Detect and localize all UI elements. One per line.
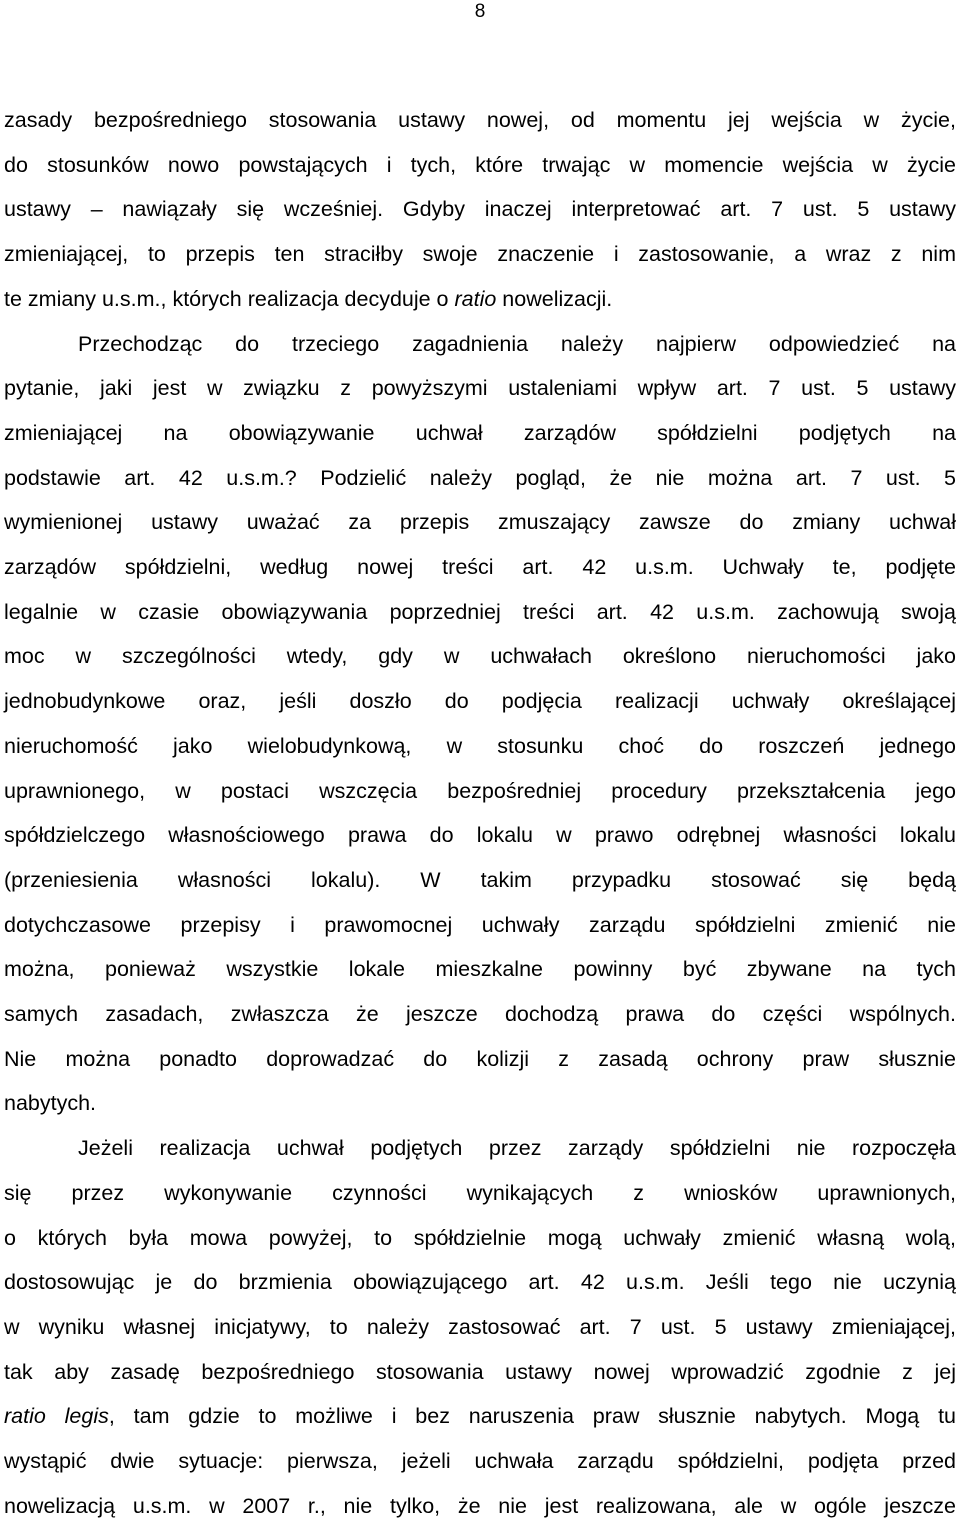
paragraph xyxy=(4,98,956,322)
text-segment: te zmiany u.s.m., których realizacja decyduje o xyxy=(4,286,455,311)
text-line xyxy=(4,903,956,948)
text-segment: dotychczasowe przepisy i prawomocnej uchwały zarządu spółdzielni zmienić nie xyxy=(4,912,956,937)
text-line xyxy=(4,500,956,545)
text-segment: w wyniku własnej inicjatywy, to należy zastosować art. 7 ust. 5 ustawy zmieniającej, xyxy=(4,1314,956,1339)
text-line xyxy=(4,992,956,1037)
text-line xyxy=(4,98,956,143)
text-line xyxy=(4,858,956,903)
text-segment: nabytych. xyxy=(4,1091,97,1116)
text-line xyxy=(4,813,956,858)
text-line xyxy=(4,1081,956,1126)
text-segment: wymienionej ustawy uważać za przepis zmuszający zawsze do zmiany uchwał xyxy=(4,510,956,535)
text-segment: legalnie w czasie obowiązywania poprzedniej treści art. 42 u.s.m. zachowują swoją xyxy=(4,599,956,624)
text-segment: tak aby zasadę bezpośredniego stosowania ustawy nowej wprowadzić zgodnie z jej xyxy=(4,1359,956,1384)
text-segment: do stosunków nowo powstających i tych, które trwając w momencie wejścia w życie xyxy=(4,152,956,177)
text-line xyxy=(4,545,956,590)
text-line xyxy=(4,1260,956,1305)
text-segment: podstawie art. 42 u.s.m.? Podzielić należy pogląd, że nie można art. 7 ust. 5 xyxy=(4,465,956,490)
text-line xyxy=(4,1305,956,1350)
text-segment: Przechodząc do trzeciego zagadnienia należy najpierw odpowiedzieć na xyxy=(78,331,956,356)
text-segment: Nie można ponadto doprowadzać do kolizji z zasadą ochrony praw słusznie xyxy=(4,1046,956,1071)
text-segment: moc w szczególności wtedy, gdy w uchwałach określono nieruchomości jako xyxy=(4,644,956,669)
text-line xyxy=(4,322,956,367)
text-line xyxy=(4,1171,956,1216)
text-segment: spółdzielczego własnościowego prawa do lokalu w prawo odrębnej własności lokalu xyxy=(4,823,956,848)
text-segment: (przeniesienia własności lokalu). W takim przypadku stosować się będą xyxy=(4,867,956,892)
text-line xyxy=(4,366,956,411)
text-segment: się przez wykonywanie czynności wynikających z wniosków uprawnionych, xyxy=(4,1180,956,1205)
text-line xyxy=(4,1216,956,1261)
text-line xyxy=(4,724,956,769)
text-line xyxy=(4,590,956,635)
text-line xyxy=(4,277,956,322)
text-segment: Jeżeli realizacja uchwał podjętych przez zarządy spółdzielni nie rozpoczęła xyxy=(78,1136,956,1161)
text-line xyxy=(4,456,956,501)
text-line xyxy=(4,232,956,277)
text-segment: samych zasadach, zwłaszcza że jeszcze dochodzą prawa do części wspólnych. xyxy=(4,1002,956,1027)
text-line xyxy=(4,411,956,456)
text-line xyxy=(4,1037,956,1082)
text-line xyxy=(4,1394,956,1439)
text-line xyxy=(4,634,956,679)
page-number: 8 xyxy=(474,1,486,22)
text-line xyxy=(4,947,956,992)
text-segment: dostosowując je do brzmienia obowiązującego art. 42 u.s.m. Jeśli tego nie uczynią xyxy=(4,1270,956,1295)
text-segment: pytanie, jaki jest w związku z powyższymi ustaleniami wpływ art. 7 ust. 5 ustawy xyxy=(4,376,956,401)
document-body xyxy=(4,98,956,1529)
text-segment: o których była mowa powyżej, to spółdzielnie mogą uchwały zmienić własną wolą, xyxy=(4,1225,956,1250)
text-segment: nowelizacji. xyxy=(496,286,613,311)
text-segment: uprawnionego, w postaci wszczęcia bezpośredniej procedury przekształcenia jego xyxy=(4,778,956,803)
text-segment: zmieniającej, to przepis ten straciłby swoje znaczenie i zastosowanie, a wraz z nim xyxy=(4,242,956,267)
text-segment: wystąpić dwie sytuacje: pierwsza, jeżeli uchwała zarządu spółdzielni, podjęta przed xyxy=(4,1449,956,1474)
text-line xyxy=(4,1484,956,1529)
italic-term: ratio xyxy=(454,286,497,311)
text-line xyxy=(4,769,956,814)
text-line xyxy=(4,143,956,188)
text-line xyxy=(4,1350,956,1395)
text-segment: nieruchomość jako wielobudynkową, w stosunku choć do roszczeń jednego xyxy=(4,733,956,758)
paragraph xyxy=(4,1126,956,1528)
paragraph xyxy=(4,322,956,1127)
text-segment: , tam gdzie to możliwe i bez naruszenia praw słusznie nabytych. Mogą tu xyxy=(108,1404,956,1429)
text-segment: zasady bezpośredniego stosowania ustawy nowej, od momentu jej wejścia w życie, xyxy=(4,108,956,132)
text-line xyxy=(4,1126,956,1171)
text-line xyxy=(4,1439,956,1484)
text-segment: nowelizacją u.s.m. w 2007 r., nie tylko, że nie jest realizowana, ale w ogóle jeszcze xyxy=(4,1493,956,1518)
text-line xyxy=(4,679,956,724)
text-segment: zmieniającej na obowiązywanie uchwał zarządów spółdzielni podjętych na xyxy=(4,420,956,445)
text-segment: jednobudynkowe oraz, jeśli doszło do podjęcia realizacji uchwały określającej xyxy=(4,689,956,714)
text-segment: zarządów spółdzielni, według nowej treści art. 42 u.s.m. Uchwały te, podjęte xyxy=(4,555,956,580)
text-line xyxy=(4,187,956,232)
text-segment: ustawy – nawiązały się wcześniej. Gdyby inaczej interpretować art. 7 ust. 5 ustawy xyxy=(4,197,956,222)
text-segment: można, ponieważ wszystkie lokale mieszkalne powinny być zbywane na tych xyxy=(4,957,956,982)
italic-term: ratio legis xyxy=(4,1404,109,1429)
